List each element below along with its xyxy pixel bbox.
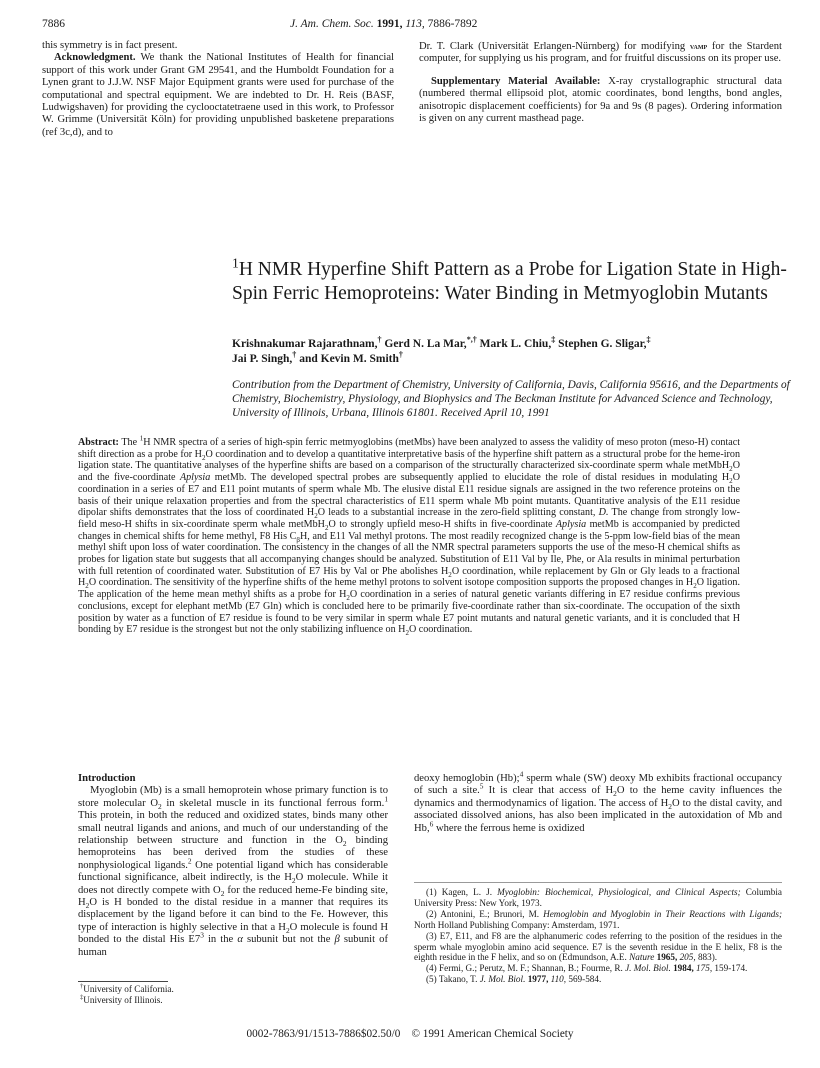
intro-paragraph: Myoglobin (Mb) is a small hemoprotein whose primary function is to store molecular $O_2$ in skeletal muscle in its functional ferrous form.$^1$ This protein, in both the reduced and oxidized states, binds many other small neutral ligands and anions, and much of our understanding of the relationship between structure and function in the $O_2$ binding hemoproteins has been derived from the studies of these nonphysiological ligands.$^2$ One potential ligand which has considerable functional significance, albeit indirectly, is the $H_2O$ molecule. While it does not directly compete with $O_2$ for the reduced heme-Fe binding site, $H_2O$ is H bonded to the distal residue in a manner that requires its displacement by the ligand before it can bind to the Fe. However, this type of interaction is highly selective in that a $H_2O$ molecule is found H bonded to the distal His $E7^3$ in the α subunit but not the β subunit of human <box>78 785 389 958</box>
article-title <box>232 255 792 306</box>
author: Gerd N. La Mar,*,† <box>384 335 477 350</box>
clark-acknowledgment: Dr. T. Clark (Universität Erlangen-Nürnberg) for modifying vamp for the Stardent computer, for supplying us his program, and for fruitful discussions on its proper use. <box>419 41 782 65</box>
affiliation-footnotes <box>80 984 380 1006</box>
running-header <box>290 18 477 30</box>
article-code: 0002-7863/91/1513-7886$02.50/0 <box>246 1028 401 1040</box>
footnote: †University of California. <box>80 982 174 994</box>
abstract: Abstract: The $^1$H NMR spectra of a series of high-spin ferric metmyoglobins (metMbs) have been analyzed to assess the validity of meso proton (meso-H) contact shift direction as a probe for $H_2O$ coordination and to develop a quantitative interpretative basis of the hyperfine shift pattern as a structural probe for the heme-iron ligation state. The quantitative analyses of the hyperfine shifts are based on a comparison of the structurally characterized six-coordinate sperm whale metMbH$_2$O and the five-coordinate Aplysia metMb. The developed spectral probes are subsequently applied to elucidate the role of distal residues in modulating $H_2O$ coordination in a series of E7 and E11 point mutants of sperm whale Mb. The elusive distal E11 residue signals are assigned in the two reference proteins on the basis of their unique relaxation properties and from the spectral characteristics of E11 sperm whale Mb point mutants. Quantitative analysis of the E11 residue dipolar shifts demonstrates that the loss of coordinated $H_2O$ leads to a substantial increase in the zero-field splitting constant, D. The change from strongly low-field meso-H shifts in six-coordinate sperm whale metMbH$_2$O to strongly upfield meso-H shifts in five-coordinate Aplysia metMb is accompanied by predicted changes in chemical shifts for heme methyl, F8 His $C_\beta H$, and E11 Val methyl protons. The most readily recognized change is the 5-ppm low-field bias of the mean methyl shift upon loss of water coordination. The consistency in the changes of all the NMR spectral parameters supports the use of the meso-H chemical shifts as probes for ligation state but suggests that all accompanying changes should be analyzed. Substitution of E11 Val by Ile, Phe, or Ala results in minimal perturbation with full retention of coordinated water. Substitution of E7 His by Val or Phe abolishes $H_2O$ coordination, while replacement by Gln or Gly leads to a fractional $H_2O$ coordination. The sensitivity of the hyperfine shifts of the heme methyl protons to solvent isotope composition supports the proposed changes in $H_2O$ ligation. The application of the heme mean methyl shifts as a probe for $H_2O$ coordination in a series of natural genetic variants differing in E7 residue confirms previous conclusions, except for elephant metMb (E7 Gln) which is concluded here to be primarily five-coordinate rather than six-coordinate. The occupation of the sixth position by water as a function of E7 residue is found to be very similar in sperm whale E7 point mutants and natural genetic variants, and it is concluded that H bonding by E7 residue is the strongest but not the only stabilizing influence on $H_2O$ coordination. <box>78 434 741 638</box>
reference-4: (4) Fermi, G.; Perutz, M. F.; Shannan, B.; Fourme, R. J. Mol. Biol. 1984, 175, 159-174. <box>426 963 748 974</box>
journal-year: 1991, <box>376 18 403 30</box>
copyright: © 1991 American Chemical Society <box>411 1028 574 1040</box>
vamp-program: vamp <box>689 41 708 51</box>
prev-article-right <box>419 40 782 125</box>
reference-3: (3) E7, E11, and F8 are the alphanumeric codes referring to the position of the residues in the sperm whale myoglobin amino acid sequence. E7 is the seventh residue in the E helix, F8 is the eighth residue in the F helix, and so on (Edmundson, A.E. Nature 1965, 205, 883). <box>414 930 782 963</box>
author: and Kevin M. Smith† <box>299 349 403 365</box>
prev-first-line: this symmetry is in fact present. <box>42 40 178 51</box>
page-number: 7886 <box>42 18 65 30</box>
intro-left-column <box>78 773 388 959</box>
author: Stephen G. Sligar,‡ <box>558 335 651 350</box>
author: Jai P. Singh,† <box>232 349 297 365</box>
received-date: Received April 10, 1991 <box>440 407 550 420</box>
journal-name: J. Am. Chem. Soc. <box>290 18 374 30</box>
abstract-label: Abstract: <box>78 437 119 448</box>
author-list <box>232 337 792 366</box>
intro-paragraph-continued: deoxy hemoglobin (Hb);$^4$ sperm whale (SW) deoxy Mb exhibits fractional occupancy of such a site.$^5$ It is clear that access of $H_2O$ to the heme cavity influences the dynamics and thermodynamics of ligation. The access of $H_2O$ to the distal cavity, and associated dissolved anions, has also been implicated in the autoxidation of Mb and Hb,$^6$ where the ferrous heme is oxidized <box>414 769 782 834</box>
reference-2: (2) Antonini, E.; Brunori, M. Hemoglobin and Myoglobin in Their Reactions with Ligands; North Holland Publishing Company: Amsterdam, 1971. <box>414 908 783 930</box>
references <box>414 887 782 985</box>
title-text: H NMR Hyperfine Shift Pattern as a Probe for Ligation State in High-Spin Ferric Hemoproteins: Water Binding in Metmyoglobin Mutants <box>232 259 787 304</box>
acknowledgment-heading: Acknowledgment. <box>54 52 136 64</box>
supplementary-material <box>419 76 782 126</box>
reference-1: (1) Kagen, L. J. Myoglobin: Biochemical, Physiological, and Clinical Aspects; Columbia University Press: New York, 1973. <box>414 887 783 908</box>
prev-article-left <box>42 40 394 139</box>
supplementary-body: X-ray crystallographic structural data (numbered thermal ellipsoid plot, atomic coordinates, bond lengths, bond angles, anisotropic displacement coefficients) for 9a and 9s (8 pages). Ordering information is given on any current masthead page. <box>419 75 782 125</box>
acknowledgment-body: We thank the National Institutes of Health for financial support of this work under Grant GM 29541, and the Humboldt Foundation for a Lynen grant to J.J.W. NSF Major Equipment grants were used for purchase of the computational and spectral equipment. We are indebted to Dr. H. Reis (BASF, Ludwigshaven) for providing the cyclooctatetraene used in this work, to Professor W. Grimme (Universität Köln) for providing unpublished basketene preparations (ref 3c,d), and to <box>42 52 394 138</box>
footnote: ‡University of Illinois. <box>80 993 163 1005</box>
journal-pages: 7886-7892 <box>427 18 478 30</box>
reference-5: (5) Takano, T. J. Mol. Biol. 1977, 110, 569-584. <box>426 974 602 985</box>
intro-right-column <box>414 769 782 835</box>
affiliation: Contribution from the Department of Chemistry, University of California, Davis, California 95616, and the Departments of Chemistry, Biochemistry, Physiology, and Biophysics and The Beckman Institute for Advanced Science and Technology, University of Illinois, Urbana, Illinois 61801. Received April 10, 1991 <box>232 379 790 420</box>
title-superscript: 1 <box>232 255 239 271</box>
references-rule <box>414 882 782 883</box>
footnote-rule <box>78 981 168 982</box>
supplementary-heading: Supplementary Material Available: <box>431 75 601 87</box>
acknowledgment <box>42 52 394 139</box>
section-heading: Introduction <box>78 773 136 784</box>
author: Krishnakumar Rajarathnam,† <box>232 335 382 350</box>
author: Mark L. Chiu,‡ <box>479 335 556 350</box>
page-footer <box>0 1028 820 1040</box>
journal-volume: 113, <box>405 18 425 30</box>
